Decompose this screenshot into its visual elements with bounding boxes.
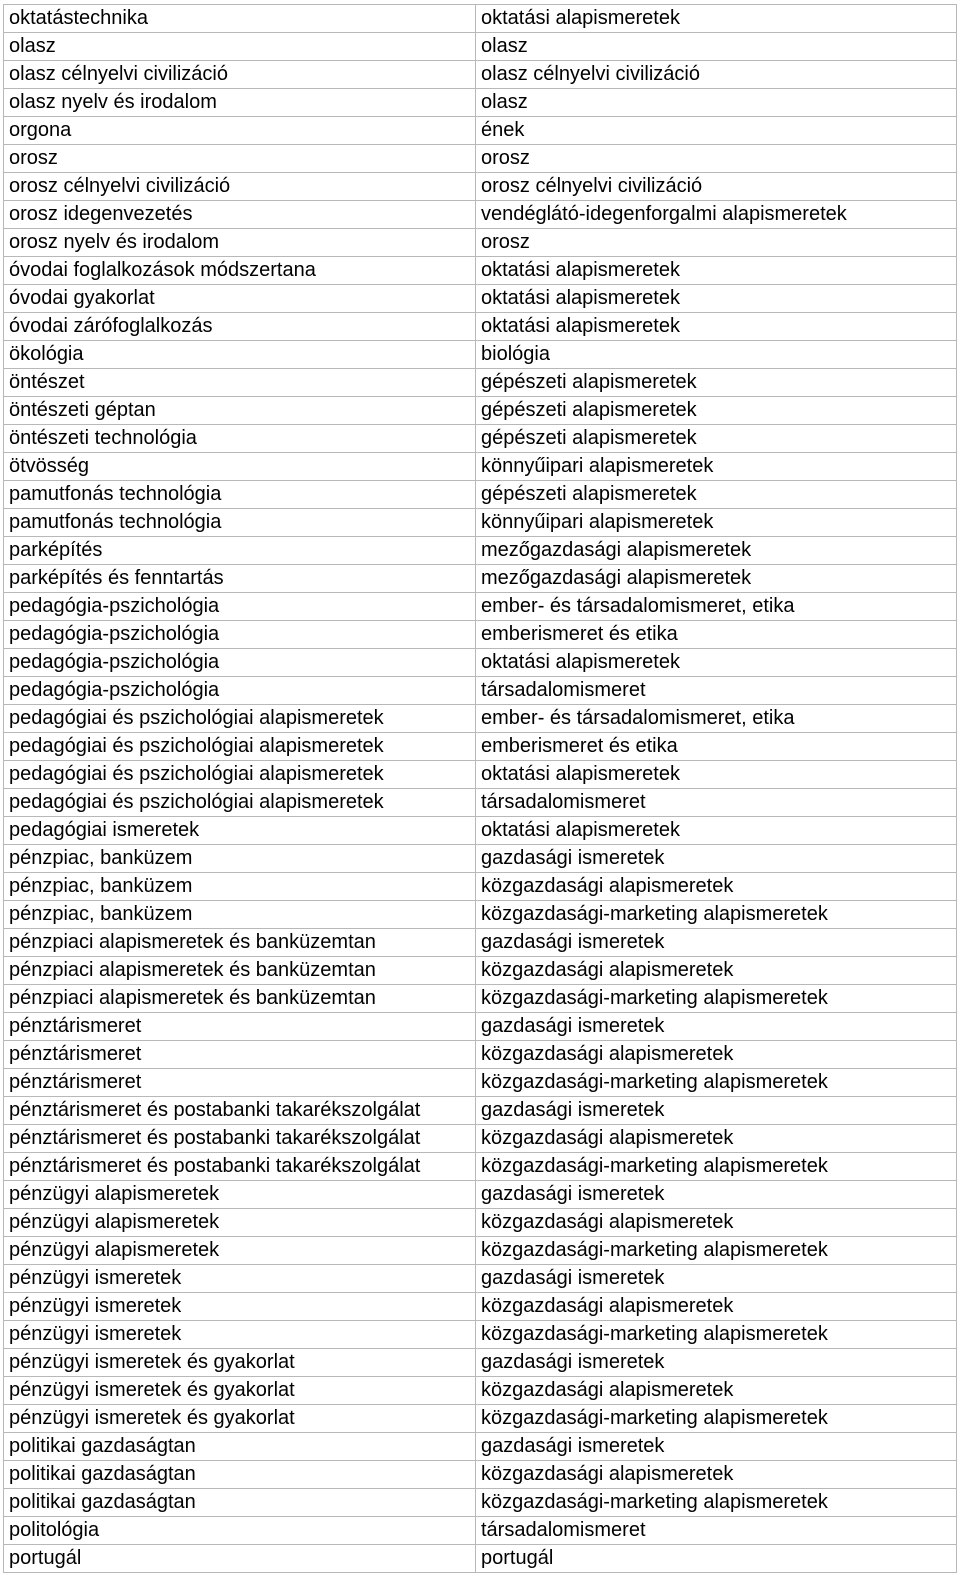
table-row	[4, 89, 957, 117]
table-row	[4, 509, 957, 537]
target-subject-cell: gazdasági ismeretek	[476, 1181, 957, 1209]
target-subject-cell: gazdasági ismeretek	[476, 845, 957, 873]
table-row	[4, 537, 957, 565]
source-subject-cell: pénzügyi alapismeretek	[4, 1181, 476, 1209]
source-subject-cell: politológia	[4, 1517, 476, 1545]
table-row	[4, 229, 957, 257]
table-row	[4, 957, 957, 985]
table-row	[4, 341, 957, 369]
target-subject-cell: gépészeti alapismeretek	[476, 481, 957, 509]
source-subject-cell: pedagógia-pszichológia	[4, 593, 476, 621]
target-subject-cell: közgazdasági-marketing alapismeretek	[476, 985, 957, 1013]
document-page	[0, 4, 960, 1594]
source-subject-cell: pénzpiaci alapismeretek és banküzemtan	[4, 957, 476, 985]
table-row	[4, 5, 957, 33]
source-subject-cell: pedagógia-pszichológia	[4, 649, 476, 677]
source-subject-cell: oktatástechnika	[4, 5, 476, 33]
target-subject-cell: közgazdasági-marketing alapismeretek	[476, 1321, 957, 1349]
source-subject-cell: pedagógiai ismeretek	[4, 817, 476, 845]
source-subject-cell: politikai gazdaságtan	[4, 1461, 476, 1489]
table-row	[4, 425, 957, 453]
target-subject-cell: közgazdasági alapismeretek	[476, 957, 957, 985]
table-row	[4, 593, 957, 621]
table-row	[4, 761, 957, 789]
source-subject-cell: pénztárismeret	[4, 1013, 476, 1041]
source-subject-cell: pedagógiai és pszichológiai alapismeretek	[4, 761, 476, 789]
target-subject-cell: olasz	[476, 33, 957, 61]
source-subject-cell: pénzügyi ismeretek	[4, 1321, 476, 1349]
table-row	[4, 1349, 957, 1377]
target-subject-cell: oktatási alapismeretek	[476, 649, 957, 677]
target-subject-cell: oktatási alapismeretek	[476, 257, 957, 285]
table-body	[4, 5, 957, 1573]
source-subject-cell: pedagógia-pszichológia	[4, 621, 476, 649]
table-row	[4, 1293, 957, 1321]
table-row	[4, 1013, 957, 1041]
target-subject-cell: gazdasági ismeretek	[476, 1013, 957, 1041]
target-subject-cell: közgazdasági-marketing alapismeretek	[476, 1069, 957, 1097]
target-subject-cell: gazdasági ismeretek	[476, 1433, 957, 1461]
target-subject-cell: közgazdasági-marketing alapismeretek	[476, 1489, 957, 1517]
table-row	[4, 117, 957, 145]
target-subject-cell: biológia	[476, 341, 957, 369]
table-row	[4, 397, 957, 425]
table-row	[4, 1125, 957, 1153]
source-subject-cell: ökológia	[4, 341, 476, 369]
source-subject-cell: pénzügyi ismeretek és gyakorlat	[4, 1349, 476, 1377]
source-subject-cell: politikai gazdaságtan	[4, 1489, 476, 1517]
target-subject-cell: oktatási alapismeretek	[476, 285, 957, 313]
source-subject-cell: pénzpiac, banküzem	[4, 873, 476, 901]
source-subject-cell: olasz	[4, 33, 476, 61]
source-subject-cell: pedagógia-pszichológia	[4, 677, 476, 705]
target-subject-cell: orosz	[476, 229, 957, 257]
target-subject-cell: közgazdasági-marketing alapismeretek	[476, 1405, 957, 1433]
target-subject-cell: közgazdasági alapismeretek	[476, 1125, 957, 1153]
subject-mapping-table	[3, 4, 957, 1573]
target-subject-cell: gépészeti alapismeretek	[476, 397, 957, 425]
source-subject-cell: pénzügyi ismeretek	[4, 1265, 476, 1293]
source-subject-cell: orosz célnyelvi civilizáció	[4, 173, 476, 201]
source-subject-cell: parképítés és fenntartás	[4, 565, 476, 593]
source-subject-cell: öntészet	[4, 369, 476, 397]
target-subject-cell: közgazdasági-marketing alapismeretek	[476, 1237, 957, 1265]
source-subject-cell: pénztárismeret	[4, 1069, 476, 1097]
source-subject-cell: öntészeti technológia	[4, 425, 476, 453]
target-subject-cell: közgazdasági alapismeretek	[476, 1377, 957, 1405]
target-subject-cell: orosz	[476, 145, 957, 173]
table-row	[4, 1405, 957, 1433]
table-row	[4, 985, 957, 1013]
target-subject-cell: közgazdasági alapismeretek	[476, 1209, 957, 1237]
source-subject-cell: pénzügyi alapismeretek	[4, 1209, 476, 1237]
source-subject-cell: pedagógiai és pszichológiai alapismeretek	[4, 733, 476, 761]
target-subject-cell: portugál	[476, 1545, 957, 1573]
source-subject-cell: öntészeti géptan	[4, 397, 476, 425]
table-row	[4, 845, 957, 873]
target-subject-cell: gépészeti alapismeretek	[476, 425, 957, 453]
target-subject-cell: mezőgazdasági alapismeretek	[476, 537, 957, 565]
target-subject-cell: oktatási alapismeretek	[476, 5, 957, 33]
target-subject-cell: orosz célnyelvi civilizáció	[476, 173, 957, 201]
target-subject-cell: oktatási alapismeretek	[476, 761, 957, 789]
source-subject-cell: pénzügyi ismeretek és gyakorlat	[4, 1405, 476, 1433]
target-subject-cell: emberismeret és etika	[476, 733, 957, 761]
target-subject-cell: gépészeti alapismeretek	[476, 369, 957, 397]
source-subject-cell: pamutfonás technológia	[4, 509, 476, 537]
table-row	[4, 677, 957, 705]
table-row	[4, 1377, 957, 1405]
source-subject-cell: pedagógiai és pszichológiai alapismeretek	[4, 705, 476, 733]
table-row	[4, 1041, 957, 1069]
table-row	[4, 453, 957, 481]
target-subject-cell: mezőgazdasági alapismeretek	[476, 565, 957, 593]
target-subject-cell: közgazdasági alapismeretek	[476, 873, 957, 901]
target-subject-cell: közgazdasági-marketing alapismeretek	[476, 901, 957, 929]
target-subject-cell: vendéglátó-idegenforgalmi alapismeretek	[476, 201, 957, 229]
target-subject-cell: oktatási alapismeretek	[476, 313, 957, 341]
table-row	[4, 1153, 957, 1181]
table-row	[4, 201, 957, 229]
source-subject-cell: pénzpiaci alapismeretek és banküzemtan	[4, 985, 476, 1013]
table-row	[4, 929, 957, 957]
target-subject-cell: olasz	[476, 89, 957, 117]
target-subject-cell: gazdasági ismeretek	[476, 1349, 957, 1377]
source-subject-cell: pénzpiac, banküzem	[4, 845, 476, 873]
source-subject-cell: parképítés	[4, 537, 476, 565]
table-row	[4, 817, 957, 845]
table-row	[4, 313, 957, 341]
table-row	[4, 873, 957, 901]
target-subject-cell: ember- és társadalomismeret, etika	[476, 705, 957, 733]
target-subject-cell: könnyűipari alapismeretek	[476, 453, 957, 481]
target-subject-cell: oktatási alapismeretek	[476, 817, 957, 845]
source-subject-cell: orgona	[4, 117, 476, 145]
table-row	[4, 1209, 957, 1237]
source-subject-cell: orosz	[4, 145, 476, 173]
table-row	[4, 1461, 957, 1489]
source-subject-cell: óvodai gyakorlat	[4, 285, 476, 313]
target-subject-cell: olasz célnyelvi civilizáció	[476, 61, 957, 89]
table-row	[4, 61, 957, 89]
table-row	[4, 1181, 957, 1209]
source-subject-cell: olasz nyelv és irodalom	[4, 89, 476, 117]
table-row	[4, 1433, 957, 1461]
target-subject-cell: társadalomismeret	[476, 789, 957, 817]
source-subject-cell: pénztárismeret és postabanki takarékszolgálat	[4, 1097, 476, 1125]
table-row	[4, 1097, 957, 1125]
source-subject-cell: pamutfonás technológia	[4, 481, 476, 509]
table-row	[4, 1237, 957, 1265]
source-subject-cell: pénzpiaci alapismeretek és banküzemtan	[4, 929, 476, 957]
table-row	[4, 1489, 957, 1517]
source-subject-cell: pénztárismeret	[4, 1041, 476, 1069]
table-row	[4, 145, 957, 173]
table-row	[4, 621, 957, 649]
table-row	[4, 705, 957, 733]
source-subject-cell: pénztárismeret és postabanki takarékszolgálat	[4, 1153, 476, 1181]
target-subject-cell: ember- és társadalomismeret, etika	[476, 593, 957, 621]
table-row	[4, 1069, 957, 1097]
source-subject-cell: óvodai foglalkozások módszertana	[4, 257, 476, 285]
source-subject-cell: pedagógiai és pszichológiai alapismeretek	[4, 789, 476, 817]
table-row	[4, 733, 957, 761]
target-subject-cell: közgazdasági alapismeretek	[476, 1461, 957, 1489]
source-subject-cell: portugál	[4, 1545, 476, 1573]
target-subject-cell: ének	[476, 117, 957, 145]
table-row	[4, 173, 957, 201]
target-subject-cell: gazdasági ismeretek	[476, 1097, 957, 1125]
target-subject-cell: emberismeret és etika	[476, 621, 957, 649]
source-subject-cell: politikai gazdaságtan	[4, 1433, 476, 1461]
target-subject-cell: könnyűipari alapismeretek	[476, 509, 957, 537]
table-row	[4, 1517, 957, 1545]
target-subject-cell: közgazdasági alapismeretek	[476, 1293, 957, 1321]
table-row	[4, 1545, 957, 1573]
target-subject-cell: társadalomismeret	[476, 677, 957, 705]
table-row	[4, 1265, 957, 1293]
table-row	[4, 285, 957, 313]
source-subject-cell: orosz nyelv és irodalom	[4, 229, 476, 257]
table-row	[4, 481, 957, 509]
target-subject-cell: közgazdasági-marketing alapismeretek	[476, 1153, 957, 1181]
table-row	[4, 901, 957, 929]
table-row	[4, 649, 957, 677]
target-subject-cell: gazdasági ismeretek	[476, 929, 957, 957]
source-subject-cell: ötvösség	[4, 453, 476, 481]
table-row	[4, 789, 957, 817]
target-subject-cell: társadalomismeret	[476, 1517, 957, 1545]
table-row	[4, 369, 957, 397]
source-subject-cell: pénztárismeret és postabanki takarékszolgálat	[4, 1125, 476, 1153]
table-row	[4, 1321, 957, 1349]
target-subject-cell: közgazdasági alapismeretek	[476, 1041, 957, 1069]
source-subject-cell: pénzügyi ismeretek	[4, 1293, 476, 1321]
source-subject-cell: pénzpiac, banküzem	[4, 901, 476, 929]
target-subject-cell: gazdasági ismeretek	[476, 1265, 957, 1293]
table-row	[4, 257, 957, 285]
table-row	[4, 33, 957, 61]
source-subject-cell: orosz idegenvezetés	[4, 201, 476, 229]
source-subject-cell: pénzügyi alapismeretek	[4, 1237, 476, 1265]
source-subject-cell: pénzügyi ismeretek és gyakorlat	[4, 1377, 476, 1405]
source-subject-cell: óvodai zárófoglalkozás	[4, 313, 476, 341]
source-subject-cell: olasz célnyelvi civilizáció	[4, 61, 476, 89]
table-row	[4, 565, 957, 593]
